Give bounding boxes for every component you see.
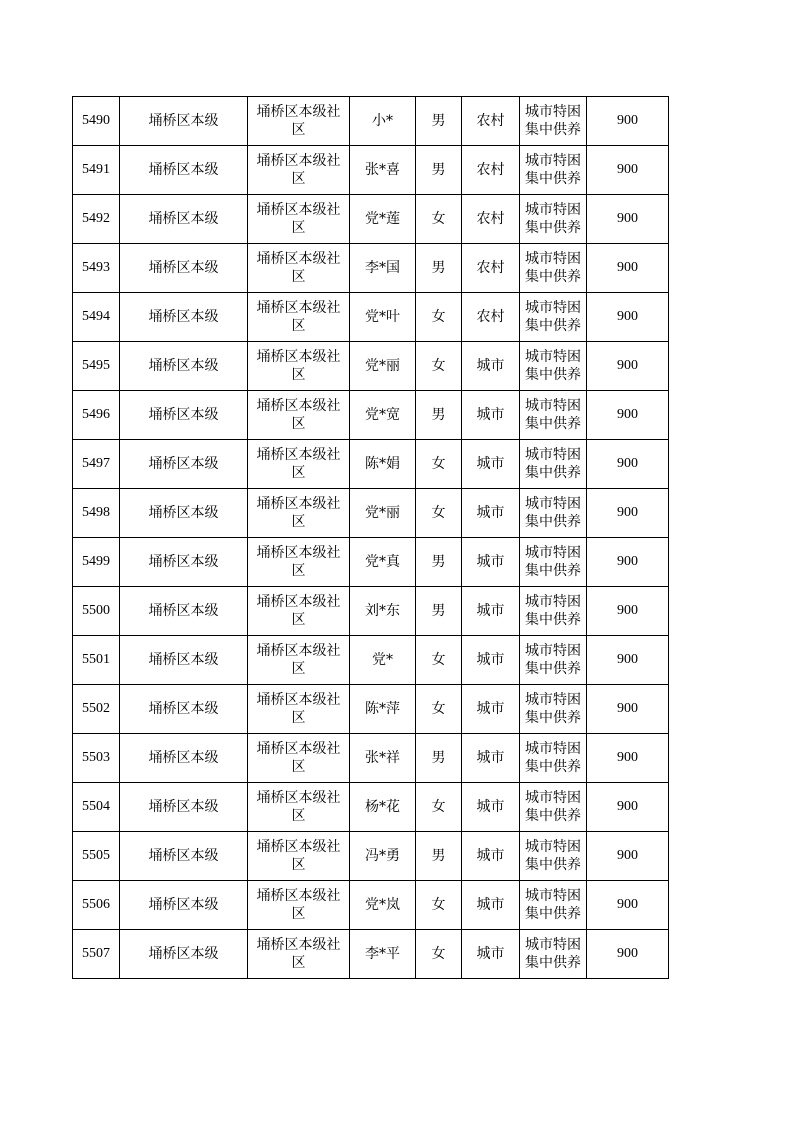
cell-district: 埇桥区本级	[120, 734, 248, 783]
table-row	[73, 538, 669, 587]
cell-community: 埇桥区本级社区	[248, 783, 350, 832]
cell-id: 5504	[73, 783, 120, 832]
cell-gender: 男	[416, 146, 462, 195]
cell-support-type: 城市特困集中供养	[520, 881, 587, 930]
cell-community: 埇桥区本级社区	[248, 685, 350, 734]
table-row	[73, 832, 669, 881]
cell-district: 埇桥区本级	[120, 391, 248, 440]
cell-amount: 900	[587, 195, 669, 244]
cell-community: 埇桥区本级社区	[248, 930, 350, 979]
cell-community: 埇桥区本级社区	[248, 489, 350, 538]
table-row	[73, 636, 669, 685]
cell-id: 5492	[73, 195, 120, 244]
cell-community: 埇桥区本级社区	[248, 97, 350, 146]
cell-community: 埇桥区本级社区	[248, 146, 350, 195]
cell-support-type: 城市特困集中供养	[520, 734, 587, 783]
cell-district: 埇桥区本级	[120, 930, 248, 979]
cell-id: 5498	[73, 489, 120, 538]
cell-id: 5505	[73, 832, 120, 881]
cell-gender: 女	[416, 685, 462, 734]
cell-support-type: 城市特困集中供养	[520, 832, 587, 881]
cell-amount: 900	[587, 881, 669, 930]
table-row	[73, 146, 669, 195]
cell-amount: 900	[587, 538, 669, 587]
cell-amount: 900	[587, 146, 669, 195]
cell-household: 城市	[462, 734, 520, 783]
cell-support-type: 城市特困集中供养	[520, 97, 587, 146]
cell-gender: 男	[416, 391, 462, 440]
cell-community: 埇桥区本级社区	[248, 440, 350, 489]
cell-id: 5490	[73, 97, 120, 146]
cell-support-type: 城市特困集中供养	[520, 783, 587, 832]
cell-community: 埇桥区本级社区	[248, 195, 350, 244]
cell-name: 党*叶	[350, 293, 416, 342]
cell-community: 埇桥区本级社区	[248, 391, 350, 440]
cell-amount: 900	[587, 293, 669, 342]
cell-district: 埇桥区本级	[120, 244, 248, 293]
cell-support-type: 城市特困集中供养	[520, 930, 587, 979]
cell-support-type: 城市特困集中供养	[520, 391, 587, 440]
cell-household: 城市	[462, 587, 520, 636]
cell-support-type: 城市特困集中供养	[520, 195, 587, 244]
cell-amount: 900	[587, 832, 669, 881]
cell-district: 埇桥区本级	[120, 685, 248, 734]
table-row	[73, 930, 669, 979]
cell-household: 城市	[462, 489, 520, 538]
cell-household: 城市	[462, 930, 520, 979]
cell-support-type: 城市特困集中供养	[520, 293, 587, 342]
cell-household: 农村	[462, 293, 520, 342]
cell-district: 埇桥区本级	[120, 293, 248, 342]
cell-name: 党*莲	[350, 195, 416, 244]
cell-name: 陈*萍	[350, 685, 416, 734]
cell-support-type: 城市特困集中供养	[520, 538, 587, 587]
cell-id: 5499	[73, 538, 120, 587]
cell-support-type: 城市特困集中供养	[520, 244, 587, 293]
cell-district: 埇桥区本级	[120, 538, 248, 587]
cell-household: 农村	[462, 244, 520, 293]
cell-district: 埇桥区本级	[120, 636, 248, 685]
cell-name: 党*宽	[350, 391, 416, 440]
cell-amount: 900	[587, 97, 669, 146]
cell-community: 埇桥区本级社区	[248, 587, 350, 636]
cell-gender: 女	[416, 930, 462, 979]
records-table-body	[73, 97, 669, 979]
cell-community: 埇桥区本级社区	[248, 293, 350, 342]
cell-amount: 900	[587, 391, 669, 440]
cell-gender: 女	[416, 440, 462, 489]
cell-name: 张*喜	[350, 146, 416, 195]
cell-id: 5503	[73, 734, 120, 783]
cell-gender: 女	[416, 636, 462, 685]
cell-support-type: 城市特困集中供养	[520, 636, 587, 685]
cell-gender: 女	[416, 293, 462, 342]
cell-household: 农村	[462, 146, 520, 195]
cell-id: 5495	[73, 342, 120, 391]
cell-amount: 900	[587, 440, 669, 489]
cell-district: 埇桥区本级	[120, 881, 248, 930]
cell-gender: 女	[416, 195, 462, 244]
cell-household: 城市	[462, 783, 520, 832]
cell-name: 小*	[350, 97, 416, 146]
cell-district: 埇桥区本级	[120, 146, 248, 195]
cell-gender: 男	[416, 538, 462, 587]
cell-community: 埇桥区本级社区	[248, 342, 350, 391]
cell-id: 5500	[73, 587, 120, 636]
cell-gender: 男	[416, 832, 462, 881]
cell-name: 李*国	[350, 244, 416, 293]
table-row	[73, 342, 669, 391]
cell-community: 埇桥区本级社区	[248, 734, 350, 783]
cell-household: 农村	[462, 97, 520, 146]
cell-id: 5491	[73, 146, 120, 195]
cell-support-type: 城市特困集中供养	[520, 489, 587, 538]
cell-name: 党*真	[350, 538, 416, 587]
cell-community: 埇桥区本级社区	[248, 832, 350, 881]
table-row	[73, 293, 669, 342]
cell-amount: 900	[587, 244, 669, 293]
table-row	[73, 734, 669, 783]
cell-name: 冯*勇	[350, 832, 416, 881]
cell-community: 埇桥区本级社区	[248, 244, 350, 293]
cell-gender: 女	[416, 881, 462, 930]
cell-name: 陈*娟	[350, 440, 416, 489]
cell-gender: 女	[416, 489, 462, 538]
cell-district: 埇桥区本级	[120, 342, 248, 391]
cell-gender: 男	[416, 97, 462, 146]
cell-id: 5501	[73, 636, 120, 685]
cell-name: 党*丽	[350, 489, 416, 538]
cell-household: 城市	[462, 832, 520, 881]
cell-support-type: 城市特困集中供养	[520, 685, 587, 734]
cell-household: 城市	[462, 685, 520, 734]
cell-id: 5494	[73, 293, 120, 342]
cell-name: 党*	[350, 636, 416, 685]
table-row	[73, 244, 669, 293]
cell-district: 埇桥区本级	[120, 783, 248, 832]
cell-amount: 900	[587, 734, 669, 783]
cell-district: 埇桥区本级	[120, 489, 248, 538]
cell-household: 城市	[462, 342, 520, 391]
cell-district: 埇桥区本级	[120, 587, 248, 636]
cell-amount: 900	[587, 930, 669, 979]
cell-id: 5502	[73, 685, 120, 734]
cell-support-type: 城市特困集中供养	[520, 440, 587, 489]
cell-id: 5496	[73, 391, 120, 440]
cell-id: 5506	[73, 881, 120, 930]
cell-amount: 900	[587, 587, 669, 636]
table-row	[73, 783, 669, 832]
cell-gender: 男	[416, 244, 462, 293]
cell-household: 城市	[462, 391, 520, 440]
cell-support-type: 城市特困集中供养	[520, 146, 587, 195]
cell-name: 党*岚	[350, 881, 416, 930]
table-row	[73, 881, 669, 930]
cell-household: 城市	[462, 881, 520, 930]
cell-amount: 900	[587, 342, 669, 391]
table-row	[73, 97, 669, 146]
table-row	[73, 489, 669, 538]
cell-community: 埇桥区本级社区	[248, 538, 350, 587]
cell-id: 5507	[73, 930, 120, 979]
cell-household: 城市	[462, 538, 520, 587]
cell-district: 埇桥区本级	[120, 440, 248, 489]
table-row	[73, 391, 669, 440]
cell-gender: 男	[416, 587, 462, 636]
cell-id: 5497	[73, 440, 120, 489]
cell-district: 埇桥区本级	[120, 195, 248, 244]
cell-household: 城市	[462, 440, 520, 489]
cell-amount: 900	[587, 685, 669, 734]
cell-community: 埇桥区本级社区	[248, 881, 350, 930]
cell-district: 埇桥区本级	[120, 97, 248, 146]
cell-support-type: 城市特困集中供养	[520, 587, 587, 636]
cell-name: 杨*花	[350, 783, 416, 832]
cell-amount: 900	[587, 489, 669, 538]
cell-name: 张*祥	[350, 734, 416, 783]
cell-gender: 女	[416, 342, 462, 391]
cell-amount: 900	[587, 783, 669, 832]
cell-id: 5493	[73, 244, 120, 293]
table-row	[73, 440, 669, 489]
cell-name: 党*丽	[350, 342, 416, 391]
cell-gender: 女	[416, 783, 462, 832]
cell-gender: 男	[416, 734, 462, 783]
cell-name: 李*平	[350, 930, 416, 979]
table-row	[73, 685, 669, 734]
cell-community: 埇桥区本级社区	[248, 636, 350, 685]
records-table	[72, 96, 669, 979]
cell-household: 城市	[462, 636, 520, 685]
cell-amount: 900	[587, 636, 669, 685]
cell-district: 埇桥区本级	[120, 832, 248, 881]
table-row	[73, 587, 669, 636]
cell-support-type: 城市特困集中供养	[520, 342, 587, 391]
table-row	[73, 195, 669, 244]
cell-name: 刘*东	[350, 587, 416, 636]
cell-household: 农村	[462, 195, 520, 244]
